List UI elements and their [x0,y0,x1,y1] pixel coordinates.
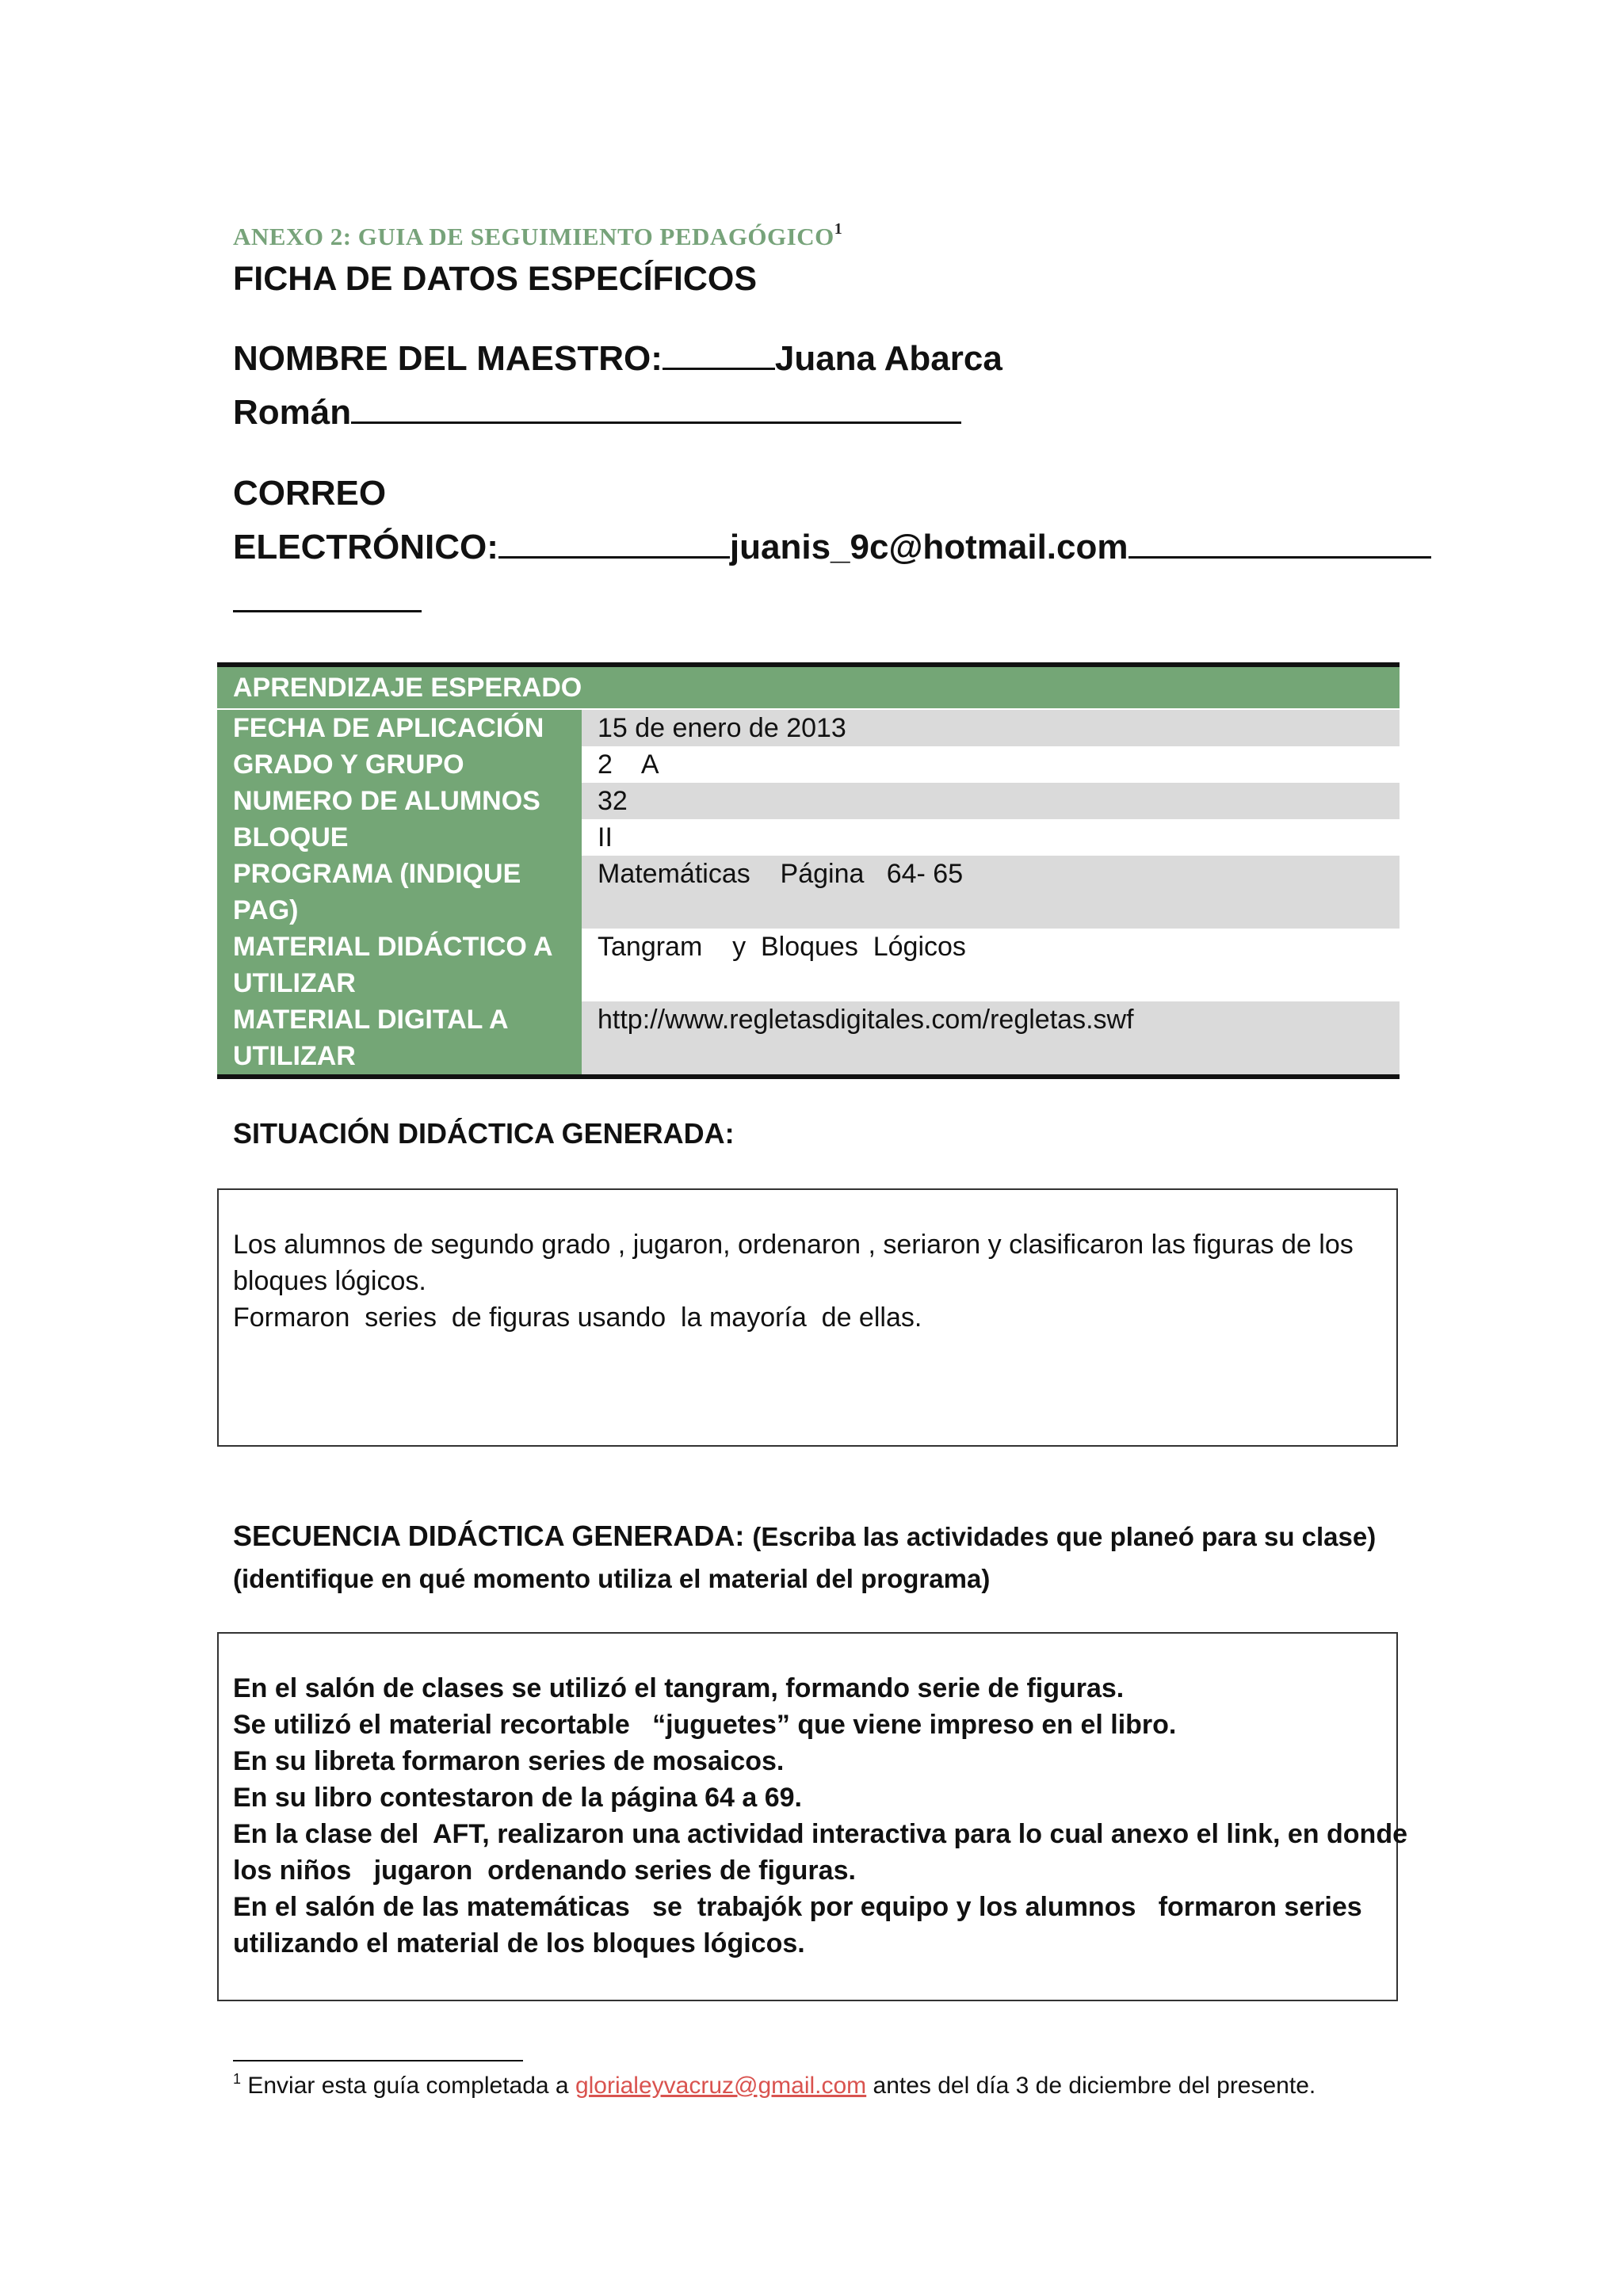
teacher-name-label: NOMBRE DEL MAESTRO: [233,339,663,378]
teacher-name-line-2 [233,393,961,433]
row-value: 2 A [582,746,1400,783]
secuencia-title: SECUENCIA DIDÁCTICA GENERADA: (Escriba las actividades que planeó para su clase) [233,1520,1377,1552]
secuencia-line: los niños jugaron ordenando series de figuras. [233,1855,856,1886]
situacion-title: SITUACIÓN DIDÁCTICA GENERADA: [233,1117,735,1150]
secuencia-line: En la clase del AFT, realizaron una actividad interactiva para lo cual anexo el link, en donde [233,1819,1408,1849]
table-row [217,819,1400,856]
secuencia-line: En el salón de clases se utilizó el tangram, formando serie de figuras. [233,1673,1125,1703]
email-label-line: CORREO [233,474,387,513]
table-header: APRENDIZAJE ESPERADO [217,667,1400,710]
fill-line [498,529,730,559]
secuencia-line: En el salón de las matemáticas se trabajók por equipo y los alumnos formaron series [233,1892,1362,1922]
email-line [233,528,1431,567]
footnote-ref: 1 [834,220,843,238]
secuencia-subtitle: (identifique en qué momento utiliza el material del programa) [233,1564,991,1593]
row-value: Tangram y Bloques Lógicos [582,929,1400,1001]
situacion-line: Formaron series de figuras usando la mayoría de ellas. [233,1302,922,1333]
teacher-surname-value: Román [233,393,352,432]
annex-heading: ANEXO 2: GUIA DE SEGUIMIENTO PEDAGÓGICO$^1$ [233,220,843,250]
fill-line [351,395,961,424]
table-row [217,746,1400,783]
table-row [217,856,1400,929]
secuencia-line: En su libreta formaron series de mosaicos. [233,1746,785,1776]
email-link[interactable]: glorialeyvacruz@gmail.com [575,2073,867,2099]
situacion-line: bloques lógicos. [233,1266,426,1296]
secuencia-line: Se utilizó el material recortable “juguetes” que viene impreso en el libro. [233,1710,1177,1740]
row-label: NUMERO DE ALUMNOS [217,783,582,819]
table-row [217,1001,1400,1074]
row-value: Matemáticas Página 64- 65 [582,856,1400,929]
situacion-box [217,1188,1398,1447]
page-title: FICHA DE DATOS ESPECÍFICOS [233,260,757,298]
email-value: juanis_9c@hotmail.com [729,528,1128,566]
situacion-line: Los alumnos de segundo grado , jugaron, ordenaron , seriaron y clasificaron las figuras de los [233,1230,1354,1260]
row-value: 32 [582,783,1400,819]
table-row [217,783,1400,819]
fill-line [1128,529,1431,559]
row-value: II [582,819,1400,856]
fill-line [233,583,422,612]
digital-material-url: http://www.regletasdigitales.com/regletas.swf [582,1001,1400,1074]
table-row [217,710,1400,746]
footnote-number: 1 [233,2071,242,2087]
row-value: 15 de enero de 2013 [582,710,1400,746]
footnote-separator [233,2060,523,2061]
teacher-name-value: Juana Abarca [774,339,1002,378]
learning-data-table [217,662,1400,1079]
email-line-3 [233,582,422,621]
row-label: MATERIAL DIDÁCTICO A UTILIZAR [217,929,582,1001]
footnote: $^1$ Enviar esta guía completada a glorialeyvacruz@gmail.com antes del día 3 de diciembre del presente. [233,2071,1316,2099]
row-label: GRADO Y GRUPO [217,746,582,783]
secuencia-box [217,1632,1408,2001]
fill-line [663,341,775,370]
row-label: PROGRAMA (INDIQUE PAG) [217,856,582,929]
row-label: BLOQUE [217,819,582,856]
email-label: ELECTRÓNICO: [233,528,498,566]
table-row [217,929,1400,1001]
row-label: MATERIAL DIGITAL A UTILIZAR [217,1001,582,1074]
secuencia-line: En su libro contestaron de la página 64 a 69. [233,1783,802,1813]
teacher-name-line [233,339,1002,379]
secuencia-title-note: (Escriba las actividades que planeó para su clase) [752,1522,1377,1551]
secuencia-line: utilizando el material de los bloques lógicos. [233,1928,805,1958]
row-label: FECHA DE APLICACIÓN [217,710,582,746]
